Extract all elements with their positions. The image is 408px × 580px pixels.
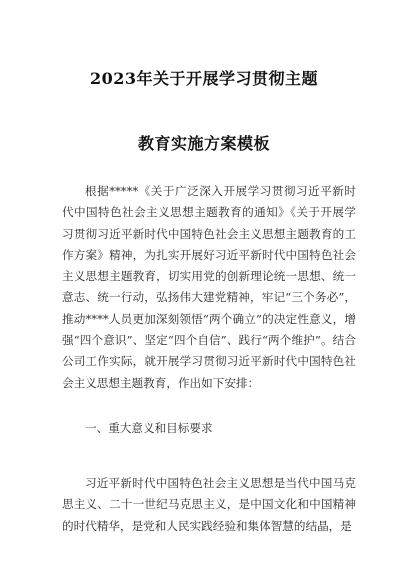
document-title-line-1: 2023年关于开展学习贯彻主题 — [89, 69, 319, 88]
body-paragraph: 习近平新时代中国特色社会主义思想是当代中国马克思主义、二十一世纪马克思主义，是中国文化和中国精神的时代精华，是党和人民实践经验和集体智慧的结晶，是 — [62, 476, 356, 533]
intro-paragraph: 根据*****《关于广泛深入开展学习贯彻习近平新时代中国特色社会主义思想主题教育的通知》《关于开展学习贯彻习近平新时代中国特色社会主义思想主题教育的工作方案》精神，为扎实开展好习近平新时代中国特色社会主义思想主题教育，切实用党的创新理论统一思想、统一意志、统一行动，弘扬伟大建党精神，牢记“三个务必”，推动****人员更加深刻领悟“两个确立”的决定性意义，增强“四个意识”、坚定“四个自信”、践行“两个维护”。结合公司工作实际，就开展学习贯彻习近平新时代中国特色社会主义思想主题教育，作出如下安排： — [62, 184, 356, 390]
document-title-line-2: 教育实施方案模板 — [137, 134, 270, 153]
section-heading: 一、重大意义和目标要求 — [85, 421, 213, 435]
